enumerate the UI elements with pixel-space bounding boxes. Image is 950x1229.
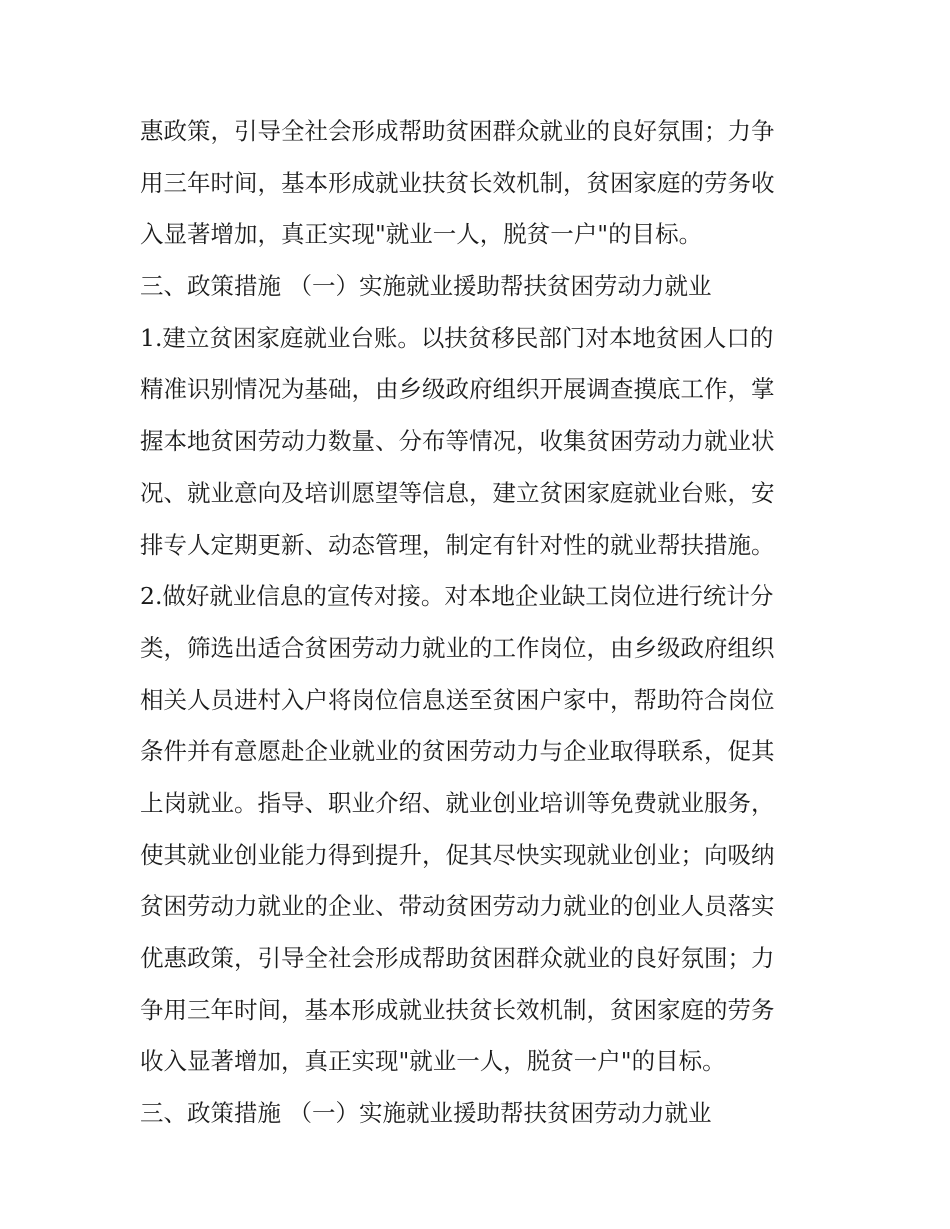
text-line: 排专人定期更新、动态管理，制定有针对性的就业帮扶措施。 (140, 530, 775, 559)
text-line: 握本地贫困劳动力数量、分布等情况，收集贫困劳动力就业状 (140, 427, 775, 456)
text-line: 优惠政策，引导全社会形成帮助贫困群众就业的良好氛围；力 (140, 944, 775, 972)
text-line: 入显著增加，真正实现"就业一人，脱贫一户"的目标。 (140, 220, 703, 249)
text-line: 使其就业创业能力得到提升，促其尽快实现就业创业；向吸纳 (140, 840, 775, 869)
text-line: 争用三年时间，基本形成就业扶贫长效机制，贫困家庭的劳务 (140, 995, 775, 1024)
section-heading: 三、政策措施 （一）实施就业援助帮扶贫困劳动力就业 (140, 1099, 712, 1128)
text-line: 况、就业意向及培训愿望等信息，建立贫困家庭就业台账，安 (140, 478, 775, 507)
text-line: 用三年时间，基本形成就业扶贫长效机制，贫困家庭的劳务收 (140, 168, 775, 197)
text-line: 上岗就业。指导、职业介绍、就业创业培训等免费就业服务， (140, 788, 775, 817)
text-line: 收入显著增加，真正实现"就业一人，脱贫一户"的目标。 (140, 1047, 726, 1076)
text-line: 相关人员进村入户将岗位信息送至贫困户家中，帮助符合岗位 (140, 685, 775, 714)
text-line: 类，筛选出适合贫困劳动力就业的工作岗位，由乡级政府组织 (140, 633, 775, 662)
section-heading: 三、政策措施 （一）实施就业援助帮扶贫困劳动力就业 (140, 272, 712, 301)
text-line: 惠政策，引导全社会形成帮助贫困群众就业的良好氛围；力争 (140, 117, 775, 145)
body-text (140, 106, 820, 1140)
text-line: 2.做好就业信息的宣传对接。对本地企业缺工岗位进行统计分 (140, 582, 774, 611)
text-line: 1.建立贫困家庭就业台账。以扶贫移民部门对本地贫困人口的 (140, 323, 774, 352)
text-line: 精准识别情况为基础，由乡级政府组织开展调查摸底工作，掌 (140, 375, 775, 404)
text-line: 贫困劳动力就业的企业、带动贫困劳动力就业的创业人员落实 (140, 892, 775, 921)
text-line: 条件并有意愿赴企业就业的贫困劳动力与企业取得联系，促其 (140, 737, 775, 766)
